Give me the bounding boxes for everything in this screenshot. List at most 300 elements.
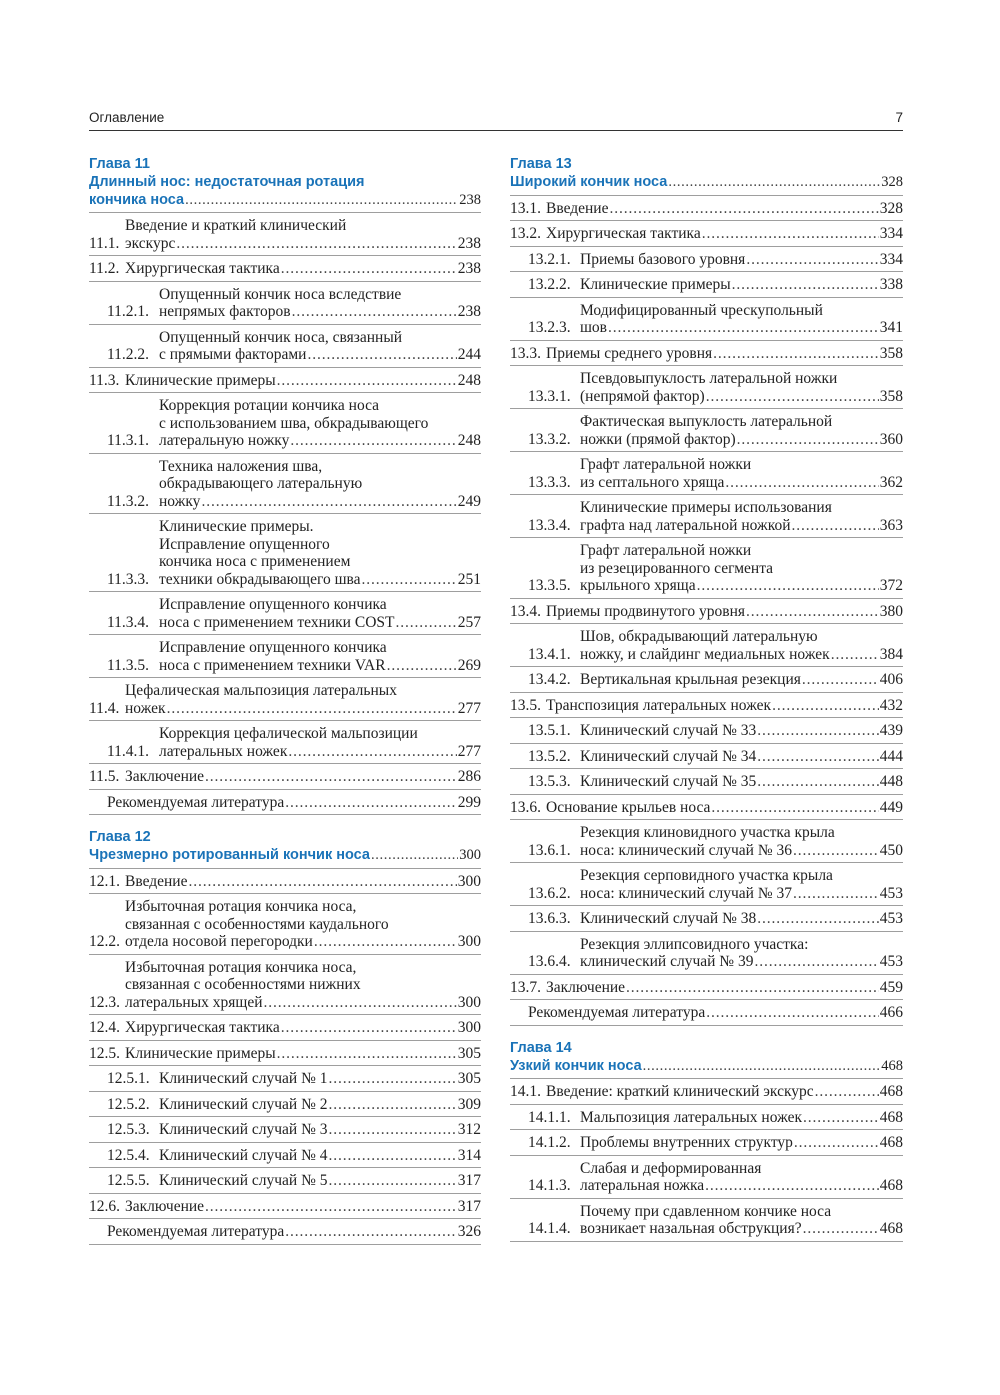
- entry-page: 453: [879, 884, 903, 902]
- toc-entry[interactable]: [89, 1092, 481, 1118]
- entry-page: 328: [879, 199, 903, 217]
- entry-last-line: [580, 842, 903, 860]
- entry-text: [546, 979, 903, 997]
- entry-text: [580, 499, 903, 534]
- dot-leader: [746, 603, 879, 621]
- entry-last-line: [125, 1019, 481, 1037]
- entry-line: Опущенный кончик носа, связанный: [159, 328, 403, 346]
- toc-entry[interactable]: [510, 538, 903, 599]
- chapter-number: Глава 13: [510, 156, 572, 172]
- chapter-title-link[interactable]: [510, 1057, 903, 1080]
- entry-page: 448: [879, 773, 903, 790]
- entry-number: 13.6.: [510, 798, 541, 816]
- entry-last-line: [580, 910, 903, 928]
- entry-line: клинический случай № 39: [580, 953, 754, 970]
- entry-text: [159, 518, 481, 588]
- entry-number: 13.3.2.: [528, 430, 571, 448]
- entry-line: техники обкрадывающего шва: [159, 570, 361, 588]
- chapter-section: [510, 1040, 903, 1242]
- entry-last-line: [528, 1004, 903, 1022]
- entry-line: Графт латеральной ножки: [580, 456, 752, 473]
- entry-page: 406: [879, 671, 903, 688]
- entry-line: Введение: [546, 199, 609, 217]
- dot-leader: [167, 700, 457, 718]
- toc-entry[interactable]: [510, 906, 903, 932]
- entry-number: 14.1.: [510, 1083, 541, 1100]
- entry-last-line: [107, 1223, 481, 1241]
- toc-entry[interactable]: [510, 667, 903, 693]
- entry-page: 305: [457, 1070, 481, 1087]
- entry-page: 449: [879, 798, 903, 816]
- entry-line: Псевдовыпуклость латеральной ножки: [580, 370, 838, 387]
- entry-line: Основание крыльев носа: [546, 798, 711, 816]
- entry-last-line: [546, 345, 903, 363]
- toc-entry[interactable]: [89, 514, 481, 592]
- dot-leader: [702, 225, 879, 243]
- dot-leader: [802, 671, 879, 689]
- entry-last-line: [580, 276, 903, 294]
- entry-text: [580, 1109, 903, 1127]
- toc-entry[interactable]: [510, 795, 903, 821]
- chapter-number: Глава 12: [89, 829, 151, 845]
- entry-last-line: [580, 251, 903, 269]
- entry-number: 11.3.4.: [107, 613, 150, 631]
- entry-page: 312: [457, 1121, 481, 1138]
- chapter-title-link[interactable]: [89, 846, 481, 869]
- toc-entry[interactable]: [510, 624, 903, 667]
- entry-number: 12.5.4.: [107, 1146, 150, 1164]
- entry-number: 14.1.3.: [528, 1177, 571, 1194]
- entry-text: [510, 174, 903, 192]
- entry-last-line: [580, 517, 903, 535]
- entry-line: Клинический случай № 34: [580, 747, 757, 765]
- dot-leader: [793, 842, 879, 860]
- entry-last-line: [159, 1172, 481, 1190]
- entry-page: 363: [879, 516, 903, 534]
- toc-entry[interactable]: [89, 1015, 481, 1041]
- entry-text: [546, 225, 903, 243]
- toc-entry[interactable]: [510, 744, 903, 770]
- entry-line: Клинический случай № 38: [580, 910, 757, 927]
- entry-number: 12.5.3.: [107, 1121, 150, 1138]
- entry-line: Клинический случай № 2: [159, 1095, 328, 1113]
- entry-page: 334: [879, 250, 903, 268]
- entry-page: 238: [457, 234, 481, 252]
- toc-entry[interactable]: [510, 1105, 903, 1131]
- dot-leader: [329, 1172, 457, 1190]
- entry-page: 300: [457, 933, 481, 950]
- entry-last-line: [580, 671, 903, 689]
- chapter-title-link[interactable]: [89, 173, 481, 213]
- entry-text: [580, 748, 903, 766]
- entry-line: Заключение: [125, 768, 205, 785]
- entry-number: 13.3.1.: [528, 387, 571, 405]
- dot-leader: [737, 431, 879, 449]
- entry-page: 341: [879, 319, 903, 336]
- entry-page: 238: [459, 191, 481, 208]
- dot-leader: [285, 794, 457, 812]
- toc-entry[interactable]: [89, 1041, 481, 1067]
- entry-last-line: [546, 225, 903, 243]
- entry-number: 12.3.: [89, 993, 120, 1011]
- toc-entry[interactable]: [510, 693, 903, 719]
- entry-line: Рекомендуемая литература: [107, 793, 285, 811]
- dot-leader: [713, 345, 879, 363]
- entry-page: 439: [879, 722, 903, 739]
- entry-text: [580, 1134, 903, 1152]
- entry-page: 362: [879, 473, 903, 491]
- dot-leader: [290, 432, 456, 450]
- chapter-section: [89, 156, 481, 815]
- dot-leader: [757, 722, 878, 740]
- dot-leader: [668, 174, 880, 192]
- entry-text: [580, 456, 903, 491]
- entry-line: из септального хряща: [580, 473, 725, 491]
- dot-leader: [609, 200, 878, 218]
- toc-entry[interactable]: [510, 718, 903, 744]
- toc-entry[interactable]: [510, 409, 903, 452]
- entry-page: 300: [459, 847, 481, 863]
- entry-page: 453: [879, 953, 903, 970]
- entry-text: [125, 1198, 481, 1216]
- toc-entry[interactable]: [510, 1156, 903, 1199]
- dot-leader: [732, 276, 879, 294]
- entry-last-line: [159, 657, 481, 675]
- dot-leader: [176, 235, 456, 253]
- toc-entry[interactable]: [510, 247, 903, 273]
- running-header: [89, 108, 903, 131]
- entry-last-line: [546, 697, 903, 715]
- dot-leader: [395, 614, 456, 632]
- entry-text: [159, 1070, 481, 1088]
- entry-page: 299: [457, 793, 481, 811]
- toc-entry[interactable]: [89, 955, 481, 1016]
- toc-entry[interactable]: [89, 325, 481, 368]
- entry-text: [580, 910, 903, 928]
- entry-line: Исправление опущенного: [159, 535, 330, 553]
- entry-line: Введение: [125, 872, 188, 890]
- toc-entry[interactable]: [510, 341, 903, 367]
- entry-line: Клинические примеры: [125, 371, 276, 389]
- entry-page: 326: [457, 1223, 481, 1240]
- entry-last-line: [125, 372, 481, 390]
- entry-page: 300: [457, 993, 481, 1011]
- toc-entry[interactable]: [510, 599, 903, 625]
- entry-last-line: [125, 260, 481, 278]
- dot-leader: [277, 1045, 457, 1063]
- entry-text: [159, 458, 481, 511]
- entry-last-line: [159, 614, 481, 632]
- toc-entry[interactable]: [510, 495, 903, 538]
- entry-line: Введение и краткий клинический: [125, 217, 347, 234]
- toc-entry[interactable]: [89, 1066, 481, 1092]
- entry-number: 11.3.1.: [107, 432, 150, 449]
- toc-entry[interactable]: [510, 196, 903, 222]
- toc-entry[interactable]: [510, 1199, 903, 1242]
- dot-leader: [803, 1109, 879, 1127]
- entry-line: Коррекция ротации кончика носа: [159, 397, 380, 414]
- entry-last-line: [125, 994, 481, 1012]
- entry-page: 338: [879, 276, 903, 293]
- toc-entry[interactable]: [89, 869, 481, 895]
- entry-number: 14.1.4.: [528, 1220, 571, 1237]
- dot-leader: [329, 1096, 457, 1114]
- entry-last-line: [546, 603, 903, 621]
- toc-entry[interactable]: [89, 1143, 481, 1169]
- entry-text: [159, 1096, 481, 1114]
- toc-entry[interactable]: [89, 721, 481, 764]
- entry-page: 334: [879, 225, 903, 242]
- entry-line: графта над латеральной ножкой: [580, 516, 791, 534]
- entry-line: из резецированного сегмента: [580, 559, 774, 577]
- dot-leader: [711, 799, 878, 817]
- entry-number: 13.3.4.: [528, 516, 571, 534]
- entry-last-line: [125, 933, 481, 951]
- toc-entry[interactable]: [510, 221, 903, 247]
- entry-line: Введение: краткий клинический экскурс: [546, 1083, 814, 1100]
- entry-last-line: [546, 979, 903, 997]
- entry-line: кончика носа: [89, 191, 185, 208]
- entry-page: 468: [879, 1108, 903, 1126]
- entry-number: 13.7.: [510, 978, 541, 996]
- toc-entry[interactable]: [89, 1117, 481, 1143]
- entry-line: обкрадывающего латеральную: [159, 475, 363, 492]
- entry-line: ножку: [159, 492, 201, 510]
- dot-leader: [329, 1070, 457, 1088]
- entry-page: 328: [881, 174, 903, 190]
- entry-text: [89, 174, 481, 209]
- entry-line: носа: клинический случай № 36: [580, 841, 793, 859]
- dot-leader: [772, 697, 879, 715]
- entry-line: Транспозиция латеральных ножек: [546, 696, 772, 714]
- dot-leader: [706, 388, 879, 406]
- entry-page: 317: [457, 1172, 481, 1189]
- entry-last-line: [580, 646, 903, 664]
- entry-text: [580, 824, 903, 859]
- toc-entry[interactable]: [510, 769, 903, 795]
- entry-page: 305: [457, 1044, 481, 1062]
- entry-page: 468: [879, 1083, 903, 1100]
- toc-entry[interactable]: [89, 256, 481, 282]
- dot-leader: [608, 319, 879, 337]
- entry-number: 13.2.2.: [528, 276, 571, 293]
- entry-last-line: [89, 847, 481, 865]
- entry-page: 244: [457, 346, 481, 363]
- entry-number: 13.5.1.: [528, 722, 571, 739]
- entry-text: [580, 867, 903, 902]
- entry-page: 358: [879, 344, 903, 362]
- entry-text: [159, 639, 481, 674]
- entry-line: носа с применением техники COST: [159, 613, 395, 631]
- dot-leader: [754, 953, 878, 971]
- toc-entry[interactable]: [89, 894, 481, 955]
- dot-leader: [831, 646, 879, 664]
- entry-text: [107, 794, 481, 812]
- entry-last-line: [107, 794, 481, 812]
- toc-entry[interactable]: [510, 820, 903, 863]
- entry-page: 468: [879, 1134, 903, 1151]
- entry-text: [125, 372, 481, 390]
- toc-entry[interactable]: [89, 454, 481, 515]
- entry-number: 13.6.4.: [528, 953, 571, 970]
- page-number: 7: [895, 110, 903, 125]
- toc-entry[interactable]: [89, 1219, 481, 1245]
- entry-last-line: [580, 748, 903, 766]
- entry-text: [125, 768, 481, 786]
- toc-entry[interactable]: [510, 1079, 903, 1105]
- entry-line: связанная с особенностями каудального: [125, 915, 389, 933]
- entry-last-line: [159, 743, 481, 761]
- entry-line: Слабая и деформированная: [580, 1159, 762, 1177]
- dot-leader: [201, 493, 456, 511]
- dot-leader: [725, 474, 878, 492]
- entry-line: Клинические примеры.: [159, 518, 314, 535]
- toc-entry[interactable]: [510, 298, 903, 341]
- entry-text: [580, 773, 903, 791]
- entry-number: 11.3.2.: [107, 492, 150, 510]
- dot-leader: [329, 1121, 457, 1139]
- toc-entry[interactable]: [510, 452, 903, 495]
- toc-entry[interactable]: [89, 592, 481, 635]
- entry-page: 248: [457, 432, 481, 449]
- entry-number: 13.4.2.: [528, 671, 571, 688]
- entry-page: 248: [457, 371, 481, 389]
- entry-last-line: [580, 319, 903, 337]
- dot-leader: [205, 1198, 457, 1216]
- entry-last-line: [580, 1134, 903, 1152]
- entry-text: [580, 628, 903, 663]
- toc-entry[interactable]: [89, 1168, 481, 1194]
- entry-last-line: [580, 722, 903, 740]
- entry-line: латеральная ножка: [580, 1177, 705, 1194]
- toc-entry[interactable]: [89, 368, 481, 394]
- toc-entry[interactable]: [89, 790, 481, 816]
- entry-page: 277: [457, 742, 481, 760]
- entry-text: [159, 286, 481, 321]
- entry-text: [546, 345, 903, 363]
- entry-line: Хирургическая тактика: [125, 260, 280, 277]
- entry-line: Графт латеральной ножки: [580, 542, 752, 559]
- entry-line: ножку, и слайдинг медиальных ножек: [580, 645, 830, 663]
- dot-leader: [746, 251, 878, 269]
- entry-text: [159, 397, 481, 450]
- entry-line: Клинические примеры: [580, 276, 731, 293]
- entry-last-line: [580, 1220, 903, 1238]
- entry-last-line: [125, 873, 481, 891]
- toc-entry[interactable]: [89, 764, 481, 790]
- entry-line: Вертикальная крыльная резекция: [580, 671, 801, 688]
- entry-text: [125, 260, 481, 278]
- entry-line: Цефалическая мальпозиция латеральных: [125, 682, 397, 699]
- entry-last-line: [546, 1083, 903, 1101]
- chapter-number: Глава 14: [510, 1039, 572, 1056]
- entry-text: [546, 799, 903, 817]
- toc-entry[interactable]: [510, 1130, 903, 1156]
- entry-number: 13.4.: [510, 602, 541, 620]
- entry-page: 238: [457, 303, 481, 320]
- entry-number: 12.2.: [89, 933, 120, 950]
- entry-line: Модифицированный чрескупольный: [580, 301, 823, 319]
- toc-entry[interactable]: [89, 213, 481, 256]
- entry-line: Широкий кончик носа: [510, 174, 668, 190]
- entry-page: 314: [457, 1146, 481, 1164]
- entry-last-line: [159, 493, 481, 511]
- entry-line: с прямыми факторами: [159, 346, 307, 363]
- entry-line: крыльного хряща: [580, 577, 696, 594]
- entry-number: 11.2.: [89, 260, 120, 277]
- dot-leader: [815, 1083, 879, 1101]
- entry-number: 12.5.1.: [107, 1070, 150, 1087]
- toc-entry[interactable]: [89, 635, 481, 678]
- entry-line: Приемы базового уровня: [580, 250, 746, 268]
- entry-line: ножек: [125, 699, 166, 717]
- entry-last-line: [580, 953, 903, 971]
- entry-page: 466: [879, 1004, 903, 1021]
- toc-entry[interactable]: [510, 975, 903, 1001]
- dot-leader: [794, 1134, 879, 1152]
- toc-entry[interactable]: [89, 678, 481, 721]
- entry-page: 300: [457, 1019, 481, 1036]
- entry-number: 12.5.: [89, 1044, 120, 1062]
- toc-entry[interactable]: [510, 863, 903, 906]
- entry-line: Приемы продвинутого уровня: [546, 602, 746, 620]
- toc-entry[interactable]: [89, 393, 481, 454]
- entry-text: [159, 1147, 481, 1165]
- entry-text: [125, 898, 481, 951]
- entry-text: [125, 959, 481, 1012]
- entry-line: Опущенный кончик носа вследствие: [159, 285, 402, 303]
- entry-text: [580, 370, 903, 405]
- entry-text: [580, 413, 903, 448]
- toc-entry[interactable]: [89, 1194, 481, 1220]
- toc-entry[interactable]: [510, 932, 903, 975]
- toc-entry[interactable]: [510, 272, 903, 298]
- entry-number: 11.2.2.: [107, 346, 150, 363]
- entry-number: 11.5.: [89, 768, 120, 785]
- entry-number: 11.4.: [89, 699, 120, 717]
- entry-line: Клинический случай № 5: [159, 1172, 328, 1189]
- entry-page: 269: [457, 656, 481, 674]
- dot-leader: [281, 1019, 457, 1037]
- entry-number: 13.3.3.: [528, 473, 571, 491]
- chapter-title-link[interactable]: [510, 173, 903, 196]
- entry-line: Клинические примеры использования: [580, 499, 832, 516]
- entry-last-line: [580, 1109, 903, 1127]
- toc-entry[interactable]: [510, 1000, 903, 1026]
- entry-line: Рекомендуемая литература: [107, 1223, 285, 1240]
- entry-page: 249: [457, 492, 481, 510]
- entry-number: 13.6.3.: [528, 910, 571, 927]
- entry-last-line: [580, 1177, 903, 1195]
- entry-number: 11.3.3.: [107, 570, 150, 588]
- dot-leader: [643, 1058, 881, 1076]
- toc-entry[interactable]: [89, 282, 481, 325]
- entry-page: 300: [457, 872, 481, 890]
- entry-page: 358: [879, 387, 903, 405]
- entry-text: [546, 603, 903, 621]
- dot-leader: [288, 743, 456, 761]
- dot-leader: [371, 847, 458, 865]
- dot-leader: [705, 1177, 879, 1195]
- dot-leader: [277, 372, 457, 390]
- entry-line: экскурс: [125, 234, 176, 252]
- toc-entry[interactable]: [510, 366, 903, 409]
- entry-page: 317: [457, 1197, 481, 1215]
- entry-line: Клинический случай № 35: [580, 773, 757, 790]
- entry-text: [546, 1083, 903, 1101]
- entry-last-line: [125, 1045, 481, 1063]
- entry-text: [107, 1223, 481, 1241]
